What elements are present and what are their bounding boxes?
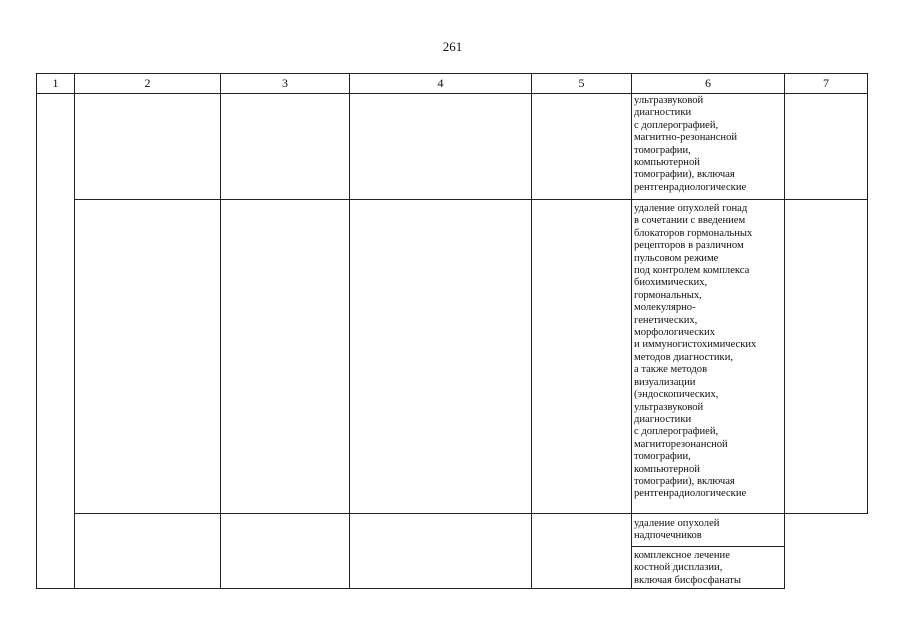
row3-col6-text [634, 518, 719, 543]
cell-text-line: магниторезонансной [634, 438, 728, 450]
cell-text-line: рентгенрадиологические [634, 181, 747, 193]
header-bottom-border [36, 93, 868, 94]
col-border-left [36, 73, 37, 589]
column-header-3: 3 [282, 76, 288, 90]
cell-text-line: компьютерной [634, 463, 700, 475]
col-border-right [867, 73, 868, 514]
cell-text-line: с доплерографией, [634, 426, 719, 438]
cell-text-line: морфологических [634, 327, 716, 339]
cell-text-line: биохимических, [634, 277, 708, 289]
cell-text-line: томографии), включая [634, 475, 735, 487]
col-border-3-4 [349, 73, 350, 589]
cell-text-line: генетических, [634, 314, 698, 326]
cell-text-line: ультразвуковой [634, 401, 704, 413]
column-header-4: 4 [437, 76, 444, 90]
col-border-4-5 [531, 73, 532, 589]
cell-text-line: костной дисплазии, [634, 562, 723, 574]
cell-text-line: с доплерографией, [634, 119, 719, 131]
cell-text-line: молекулярно- [634, 302, 696, 314]
cell-text-line: томографии), включая [634, 169, 735, 181]
cell-text-line: включая бисфосфанаты [634, 574, 742, 586]
cell-text-line: рентгенрадиологические [634, 488, 747, 500]
row3-col6-separator [631, 546, 784, 547]
column-header-2: 2 [144, 76, 151, 90]
row1-bottom-border [74, 199, 868, 200]
cell-text-line: ультразвуковой [634, 95, 704, 106]
cell-text-line: методов диагностики, [634, 351, 734, 363]
cell-text-line: компьютерной [634, 157, 700, 169]
col-border-5-6 [631, 73, 632, 589]
cell-text-line: комплексное лечение [634, 550, 730, 561]
cell-text-line: диагностики [634, 413, 692, 425]
column-header-6: 6 [705, 76, 711, 90]
cell-text-line: (эндоскопических, [634, 389, 719, 401]
column-header-7: 7 [823, 76, 829, 90]
cell-text-line: диагностики [634, 107, 692, 119]
column-header-5: 5 [578, 76, 585, 90]
cell-text-line: а также методов [634, 364, 708, 376]
cell-text-line: магнитно-резонансной [634, 132, 738, 144]
cell-text-line: гормональных, [634, 289, 702, 301]
cell-text-line: удаление опухолей [634, 518, 720, 529]
page-number: 261 [442, 39, 463, 54]
table-bottom-border [36, 588, 784, 589]
cell-text-line: и иммуногистохимических [634, 339, 757, 351]
cell-text-line: визуализации [634, 376, 696, 388]
table-top-border [36, 73, 868, 74]
row2-bottom-border [74, 513, 868, 514]
col-border-2-3 [220, 73, 221, 589]
row2-col6-text [634, 203, 756, 501]
row1-col6-text [634, 95, 746, 194]
cell-text-line: пульсовом режиме [634, 252, 719, 264]
col-border-1-2 [74, 73, 75, 589]
cell-text-line: блокаторов гормональных [634, 227, 753, 239]
cell-text-line: удаление опухолей гонад [634, 203, 748, 214]
row4-col6-text [634, 550, 741, 587]
column-header-1: 1 [52, 76, 59, 90]
cell-text-line: томографии, [634, 144, 691, 156]
cell-text-line: в сочетании с введением [634, 215, 746, 227]
cell-text-line: томографии, [634, 451, 691, 463]
cell-text-line: рецепторов в различном [634, 240, 744, 252]
cell-text-line: надпочечников [634, 530, 702, 542]
col-border-6-7 [784, 73, 785, 589]
cell-text-line: под контролем комплекса [634, 265, 750, 277]
